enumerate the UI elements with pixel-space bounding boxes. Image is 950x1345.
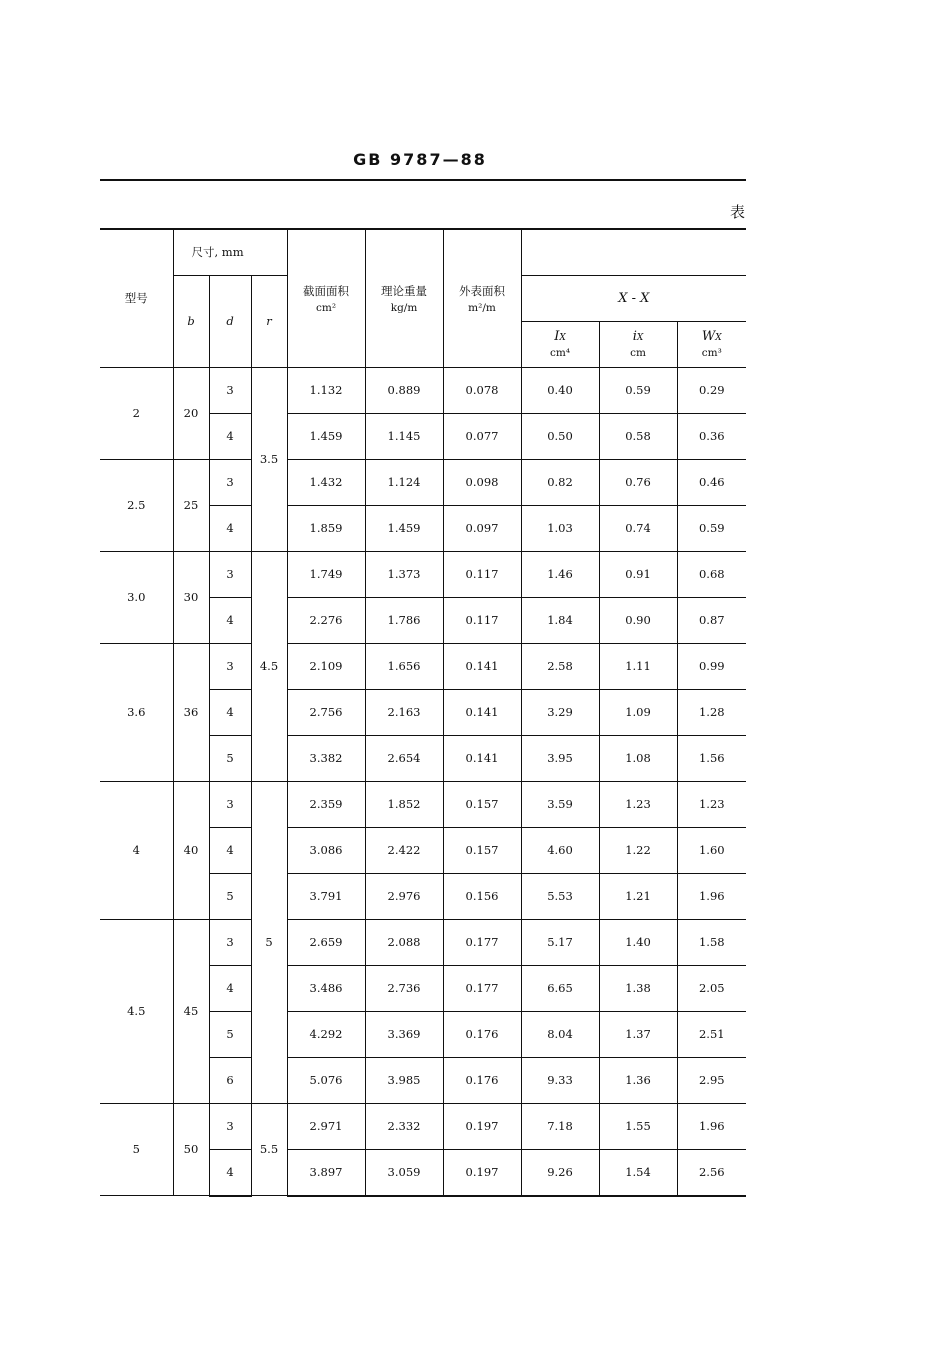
header-weight-label: 理论重量: [381, 283, 428, 298]
table-label: 表: [730, 203, 746, 221]
weight-cell: 1.786: [365, 597, 443, 643]
Wx-cell: 1.58: [677, 919, 746, 965]
surface-cell: 0.176: [443, 1057, 521, 1103]
table-row: [100, 781, 746, 827]
Wx-unit: cm³: [701, 347, 722, 359]
weight-cell: 2.088: [365, 919, 443, 965]
area-cell: 3.791: [287, 873, 365, 919]
Wx-cell: 0.87: [677, 597, 746, 643]
header-axis-xx: X - X: [521, 275, 746, 321]
ix-symbol: i: [632, 329, 637, 344]
Wx-cell: 0.99: [677, 643, 746, 689]
table-row: [100, 367, 746, 413]
top-rule: [100, 179, 746, 181]
Ix-cell: 3.95: [521, 735, 599, 781]
d-cell: 3: [209, 551, 251, 597]
header-ix-small: [599, 321, 677, 367]
weight-cell: 1.124: [365, 459, 443, 505]
d-cell: 3: [209, 643, 251, 689]
ix-cell: 0.74: [599, 505, 677, 551]
Wx-cell: 1.96: [677, 1103, 746, 1149]
area-cell: 4.292: [287, 1011, 365, 1057]
b-cell: 40: [173, 781, 209, 919]
header-Ix: [521, 321, 599, 367]
ix-cell: 1.36: [599, 1057, 677, 1103]
header-surface: [443, 229, 521, 367]
Wx-cell: 2.95: [677, 1057, 746, 1103]
d-cell: 4: [209, 827, 251, 873]
surface-cell: 0.157: [443, 781, 521, 827]
standard-title: GB 9787—88: [353, 150, 487, 169]
ix-cell: 1.54: [599, 1149, 677, 1196]
d-cell: 4: [209, 1149, 251, 1196]
d-cell: 4: [209, 689, 251, 735]
Wx-cell: 0.46: [677, 459, 746, 505]
table-row: [100, 551, 746, 597]
weight-cell: 3.369: [365, 1011, 443, 1057]
area-cell: 1.749: [287, 551, 365, 597]
surface-cell: 0.141: [443, 735, 521, 781]
table-row: [100, 459, 746, 505]
model-cell: 2.5: [100, 459, 173, 551]
Ix-cell: 5.17: [521, 919, 599, 965]
Wx-cell: 0.29: [677, 367, 746, 413]
weight-cell: 3.985: [365, 1057, 443, 1103]
d-cell: 3: [209, 367, 251, 413]
ix-cell: 1.09: [599, 689, 677, 735]
ix-cell: 1.37: [599, 1011, 677, 1057]
b-cell: 45: [173, 919, 209, 1103]
d-cell: 3: [209, 781, 251, 827]
Wx-cell: 0.36: [677, 413, 746, 459]
table-row: [100, 643, 746, 689]
area-cell: 3.086: [287, 827, 365, 873]
Wx-cell: 0.59: [677, 505, 746, 551]
ix-cell: 1.21: [599, 873, 677, 919]
header-Wx: [677, 321, 746, 367]
d-cell: 4: [209, 965, 251, 1011]
Ix-cell: 1.03: [521, 505, 599, 551]
Ix-symbol: I: [554, 329, 560, 344]
weight-cell: 0.889: [365, 367, 443, 413]
area-cell: 1.859: [287, 505, 365, 551]
model-cell: 3.0: [100, 551, 173, 643]
model-cell: 4: [100, 781, 173, 919]
surface-cell: 0.156: [443, 873, 521, 919]
ix-cell: 0.90: [599, 597, 677, 643]
ix-cell: 1.08: [599, 735, 677, 781]
r-cell: 4.5: [251, 551, 287, 781]
area-cell: 2.659: [287, 919, 365, 965]
d-cell: 4: [209, 505, 251, 551]
surface-cell: 0.097: [443, 505, 521, 551]
Ix-cell: 7.18: [521, 1103, 599, 1149]
weight-cell: 2.654: [365, 735, 443, 781]
Wx-cell: 2.56: [677, 1149, 746, 1196]
Ix-cell: 2.58: [521, 643, 599, 689]
ix-cell: 0.91: [599, 551, 677, 597]
weight-cell: 2.332: [365, 1103, 443, 1149]
d-cell: 6: [209, 1057, 251, 1103]
weight-cell: 1.459: [365, 505, 443, 551]
r-cell: 5: [251, 781, 287, 1103]
d-cell: 4: [209, 413, 251, 459]
weight-cell: 1.852: [365, 781, 443, 827]
surface-cell: 0.078: [443, 367, 521, 413]
ix-cell: 1.23: [599, 781, 677, 827]
ix-cell: 1.38: [599, 965, 677, 1011]
ix-subscript: X: [636, 333, 644, 343]
area-cell: 3.486: [287, 965, 365, 1011]
d-cell: 5: [209, 1011, 251, 1057]
header-weight: [365, 229, 443, 367]
area-cell: 2.109: [287, 643, 365, 689]
Wx-symbol: W: [701, 329, 716, 344]
area-cell: 2.276: [287, 597, 365, 643]
header-d: d: [209, 275, 251, 367]
header-surface-label: 外表面积: [459, 283, 506, 298]
Wx-cell: 1.28: [677, 689, 746, 735]
header-surface-unit: m²/m: [468, 301, 496, 314]
header-axis-blank: [521, 229, 746, 275]
Ix-cell: 3.59: [521, 781, 599, 827]
Ix-cell: 3.29: [521, 689, 599, 735]
d-cell: 3: [209, 459, 251, 505]
header-weight-unit: kg/m: [390, 301, 418, 314]
header-area-unit: cm²: [315, 301, 337, 314]
model-cell: 5: [100, 1103, 173, 1196]
weight-cell: 2.163: [365, 689, 443, 735]
r-cell: 5.5: [251, 1103, 287, 1196]
ix-cell: 1.40: [599, 919, 677, 965]
Wx-cell: 2.05: [677, 965, 746, 1011]
b-cell: 36: [173, 643, 209, 781]
table-row: [100, 1103, 746, 1149]
ix-cell: 0.59: [599, 367, 677, 413]
Ix-cell: 9.26: [521, 1149, 599, 1196]
Wx-cell: 2.51: [677, 1011, 746, 1057]
d-cell: 5: [209, 873, 251, 919]
surface-cell: 0.117: [443, 551, 521, 597]
Ix-unit: cm⁴: [549, 347, 571, 359]
surface-cell: 0.197: [443, 1149, 521, 1196]
ix-cell: 1.11: [599, 643, 677, 689]
Wx-cell: 1.56: [677, 735, 746, 781]
Ix-cell: 1.46: [521, 551, 599, 597]
Ix-subscript: X: [559, 333, 566, 343]
surface-cell: 0.077: [443, 413, 521, 459]
weight-cell: 2.736: [365, 965, 443, 1011]
area-cell: 5.076: [287, 1057, 365, 1103]
b-cell: 25: [173, 459, 209, 551]
surface-cell: 0.157: [443, 827, 521, 873]
table-row: [100, 919, 746, 965]
b-cell: 30: [173, 551, 209, 643]
header-model: 型号: [100, 229, 173, 367]
d-cell: 5: [209, 735, 251, 781]
area-cell: 2.971: [287, 1103, 365, 1149]
ix-unit: cm: [630, 347, 646, 359]
Ix-cell: 1.84: [521, 597, 599, 643]
Ix-cell: 6.65: [521, 965, 599, 1011]
ix-cell: 0.76: [599, 459, 677, 505]
b-cell: 50: [173, 1103, 209, 1196]
surface-cell: 0.177: [443, 919, 521, 965]
r-cell: 3.5: [251, 367, 287, 551]
area-cell: 3.897: [287, 1149, 365, 1196]
Ix-cell: 0.40: [521, 367, 599, 413]
Ix-cell: 0.82: [521, 459, 599, 505]
d-cell: 3: [209, 1103, 251, 1149]
model-cell: 4.5: [100, 919, 173, 1103]
weight-cell: 3.059: [365, 1149, 443, 1196]
model-cell: 3.6: [100, 643, 173, 781]
Ix-cell: 5.53: [521, 873, 599, 919]
b-cell: 20: [173, 367, 209, 459]
ix-cell: 1.22: [599, 827, 677, 873]
Wx-subscript: X: [715, 333, 722, 343]
Wx-cell: 1.60: [677, 827, 746, 873]
surface-cell: 0.141: [443, 689, 521, 735]
surface-cell: 0.197: [443, 1103, 521, 1149]
area-cell: 1.459: [287, 413, 365, 459]
ix-cell: 0.58: [599, 413, 677, 459]
header-area: [287, 229, 365, 367]
surface-cell: 0.098: [443, 459, 521, 505]
surface-cell: 0.117: [443, 597, 521, 643]
weight-cell: 1.145: [365, 413, 443, 459]
header-dimensions: 尺寸, mm: [173, 229, 287, 275]
Ix-cell: 4.60: [521, 827, 599, 873]
header-b: b: [173, 275, 209, 367]
Wx-cell: 0.68: [677, 551, 746, 597]
d-cell: 3: [209, 919, 251, 965]
header-r: r: [251, 275, 287, 367]
model-cell: 2: [100, 367, 173, 459]
Wx-cell: 1.96: [677, 873, 746, 919]
area-cell: 1.132: [287, 367, 365, 413]
area-cell: 2.756: [287, 689, 365, 735]
header-area-label: 截面面积: [303, 283, 350, 298]
area-cell: 3.382: [287, 735, 365, 781]
surface-cell: 0.177: [443, 965, 521, 1011]
area-cell: 2.359: [287, 781, 365, 827]
weight-cell: 1.656: [365, 643, 443, 689]
area-cell: 1.432: [287, 459, 365, 505]
weight-cell: 2.976: [365, 873, 443, 919]
Wx-cell: 1.23: [677, 781, 746, 827]
Ix-cell: 9.33: [521, 1057, 599, 1103]
Ix-cell: 0.50: [521, 413, 599, 459]
ix-cell: 1.55: [599, 1103, 677, 1149]
weight-cell: 2.422: [365, 827, 443, 873]
surface-cell: 0.176: [443, 1011, 521, 1057]
Ix-cell: 8.04: [521, 1011, 599, 1057]
weight-cell: 1.373: [365, 551, 443, 597]
angle-steel-table: [100, 228, 746, 1197]
surface-cell: 0.141: [443, 643, 521, 689]
d-cell: 4: [209, 597, 251, 643]
